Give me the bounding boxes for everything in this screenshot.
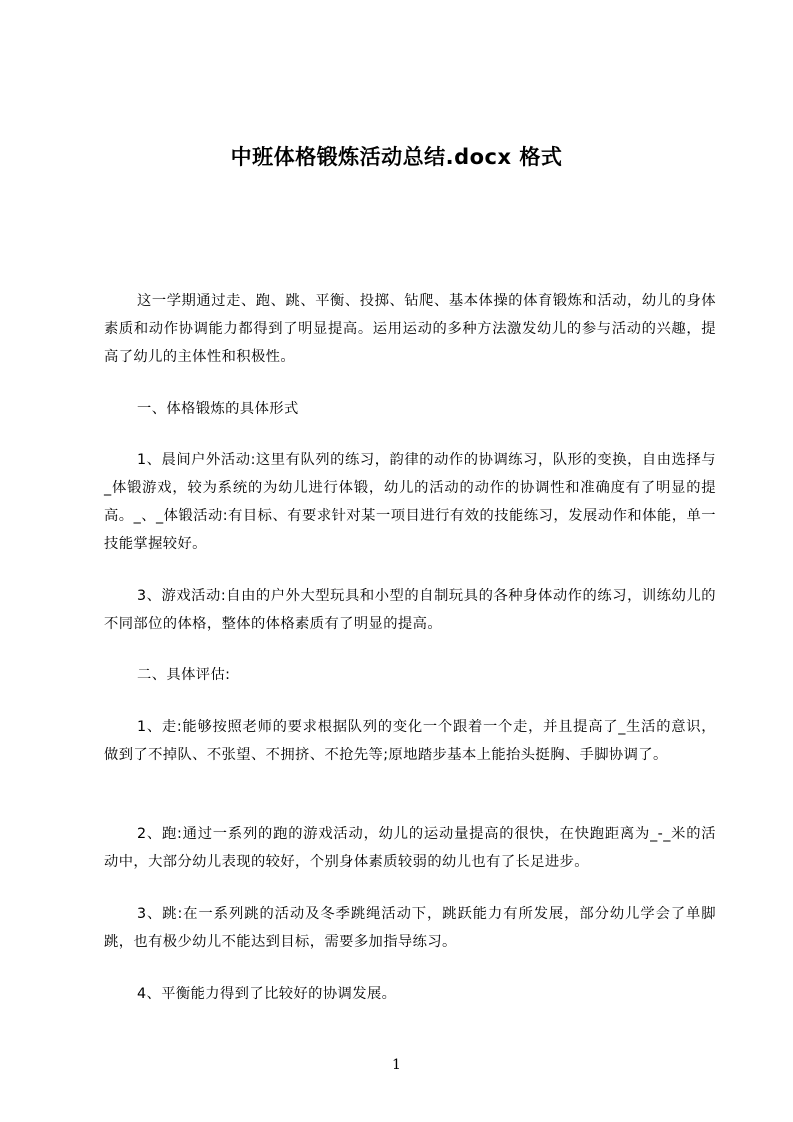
paragraph-running: 2、跑:通过一系列的跑的游戏活动，幼儿的运动量提高的很快，在快跑距离为_-_米的活动中，大部分幼儿表现的较好，个别身体素质较弱的幼儿也有了长足进步。 (104, 826, 716, 870)
section-heading-forms: 一、体格锻炼的具体形式 (137, 401, 299, 417)
section-heading-evaluation: 二、具体评估: (137, 667, 231, 683)
paragraph-walking: 1、走:能够按照老师的要求根据队列的变化一个跟着一个走，并且提高了_生活的意识，做到了不掉队、不张望、不拥挤、不抢先等;原地踏步基本上能抬头挺胸、手脚协调了。 (104, 719, 716, 763)
page-number: 1 (392, 1057, 401, 1073)
document-title: 中班体格锻炼活动总结.docx 格式 (230, 145, 563, 169)
paragraph-morning-activity: 1、晨间户外活动:这里有队列的练习，韵律的动作的协调练习，队形的变换，自由选择与_体锻游戏，较为系统的为幼儿进行体锻，幼儿的活动的动作的协调性和准确度有了明显的提高。_、_体锻活动:有目标、有要求针对某一项目进行有效的技能练习，发展动作和体能，单一技能掌握较好。 (104, 452, 716, 552)
paragraph-jumping: 3、跳:在一系列跳的活动及冬季跳绳活动下，跳跃能力有所发展，部分幼儿学会了单脚跳，也有极少幼儿不能达到目标，需要多加指导练习。 (104, 906, 716, 950)
paragraph-game-activity: 3、游戏活动:自由的户外大型玩具和小型的自制玩具的各种身体动作的练习，训练幼儿的不同部位的体格，整体的体格素质有了明显的提高。 (104, 588, 716, 632)
intro-paragraph: 这一学期通过走、跑、跳、平衡、投掷、钻爬、基本体操的体育锻炼和活动，幼儿的身体素质和动作协调能力都得到了明显提高。运用运动的多种方法激发幼儿的参与活动的兴趣，提高了幼儿的主体性和积极性。 (104, 293, 716, 365)
paragraph-balance: 4、平衡能力得到了比较好的协调发展。 (137, 986, 397, 1002)
